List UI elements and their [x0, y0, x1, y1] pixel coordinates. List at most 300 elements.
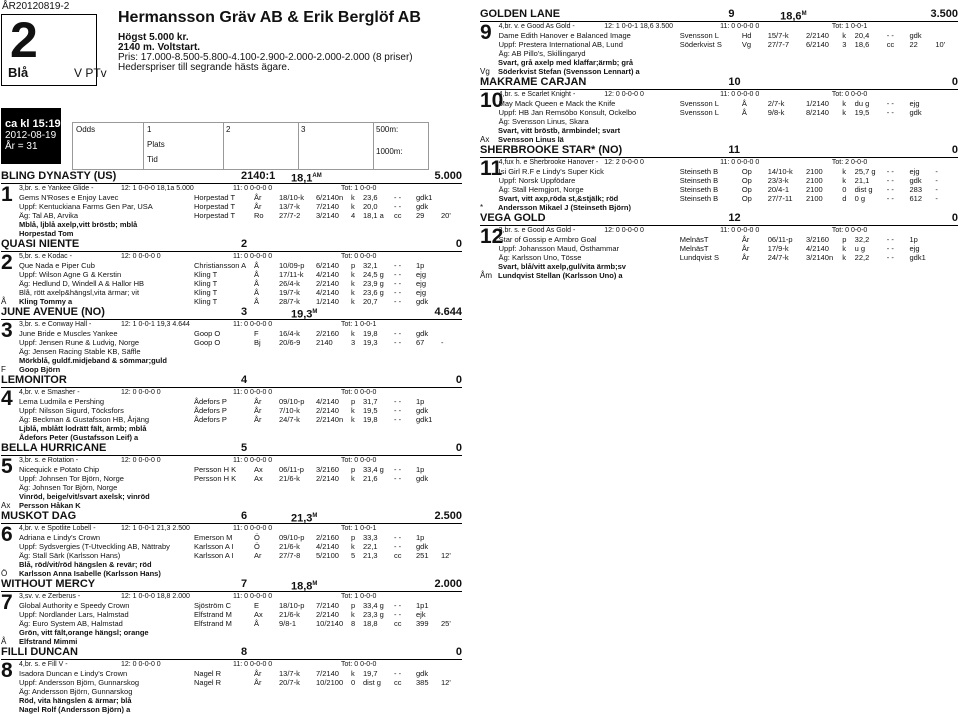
start-field-8: 1p	[416, 261, 425, 270]
start-field-2: F	[254, 329, 259, 338]
start-field-4: 2140	[316, 338, 333, 347]
start-field-4: 10/2100	[316, 678, 344, 687]
start-field-7: - -	[886, 31, 894, 40]
start-field-5: 4	[351, 211, 356, 220]
start-field-2: År	[254, 415, 262, 424]
start-field-5: k	[351, 193, 355, 202]
start-field-6: 23,3 g	[363, 610, 384, 619]
col-3-label: 3	[301, 125, 306, 134]
stat-2: 11: 0 0-0-0 0	[233, 593, 273, 600]
start-field-0: Äg: AB Pillo's, Skillingaryd	[498, 49, 586, 58]
stat-2: 11: 0 0-0-0 0	[233, 185, 273, 192]
start-field-6: 33,4 g	[363, 601, 384, 610]
start-time-box	[1, 108, 61, 164]
start-field-1: Horpestad T	[194, 202, 236, 211]
start-field-0: Uppf: Nordlander Lars, Halmstad	[19, 610, 129, 619]
horse-prize: 0	[455, 374, 462, 386]
start-field-0: Äg: Beckman & Gustafsson HB, Årjäng	[19, 415, 150, 424]
start-field-5: k	[351, 202, 355, 211]
start-field-7: - -	[394, 329, 402, 338]
start-field-4: 10/2140	[316, 619, 344, 628]
start-field-4: 2/2140	[316, 474, 339, 483]
start-field-7: - -	[394, 261, 402, 270]
start-field-1: Karlsson A I	[194, 551, 234, 560]
start-row	[480, 235, 958, 244]
start-field-6: 19,5	[363, 406, 378, 415]
start-row	[1, 193, 462, 202]
track-code: Ax	[1, 501, 11, 510]
driver: Elfstrand Mimmi	[19, 637, 78, 646]
horse-name: MAKRAME CARJAN	[480, 76, 587, 88]
start-field-0: Que Nada e Piper Cub	[19, 261, 95, 270]
start-field-3: 10/09-p	[279, 261, 305, 270]
start-field-6: 23,6	[363, 193, 378, 202]
horse-block	[1, 170, 462, 238]
start-field-2: År	[741, 235, 750, 244]
start-field-4: 2/2160	[316, 329, 339, 338]
horse-prize: 2.000	[434, 578, 462, 590]
start-field-3: 28/7-k	[279, 297, 300, 306]
start-field-2: Å	[741, 99, 747, 108]
start-field-3: 24/7-k	[767, 253, 789, 262]
start-field-0: Äg: Stall Särk (Karlsson Hans)	[19, 551, 121, 560]
start-row	[1, 397, 462, 406]
stat-0: 3,br. s. e Rotation -	[19, 457, 79, 464]
start-field-3: 24/7-k	[279, 415, 300, 424]
start-field-7: - -	[394, 601, 402, 610]
start-field-9: 25'	[441, 619, 451, 628]
horse-number: 1	[1, 183, 13, 206]
start-field-3: 27/7-2	[279, 211, 301, 220]
start-field-4: 1/2140	[806, 99, 829, 108]
start-field-0: Uppf: Prestera International AB, Lund	[498, 40, 623, 49]
horse-header	[1, 306, 462, 320]
race-line-1: Högst 5.000 kr.	[118, 32, 189, 43]
stat-2: 11: 0 0-0-0 0	[720, 159, 760, 166]
odds-label: Odds	[76, 125, 96, 134]
start-field-2: Ax	[254, 474, 263, 483]
post-position: 7	[241, 578, 248, 590]
horse-number: 3	[1, 319, 13, 342]
stat-3: Tot: 0 0-0-0	[341, 661, 377, 668]
start-field-5: p	[351, 533, 356, 542]
start-row	[1, 347, 462, 356]
start-field-2: År	[254, 678, 262, 687]
stat-3: Tot: 1 0-0-0	[341, 185, 377, 192]
stat-3: Tot: 1 0-0-1	[831, 23, 868, 30]
start-field-4: 4/2140	[316, 397, 339, 406]
start-field-8: gdk	[909, 108, 922, 117]
horse-block	[480, 76, 958, 144]
horse-name: LEMONITOR	[1, 374, 67, 386]
start-field-5: k	[351, 288, 355, 297]
start-row	[1, 610, 462, 619]
driver: Söderkvist Stefan (Svensson Lennart) a	[498, 67, 640, 76]
start-row	[1, 601, 462, 610]
start-field-3: 14/10-k	[767, 167, 793, 176]
start-field-7: - -	[394, 542, 402, 551]
start-field-5: k	[842, 167, 846, 176]
start-field-8: gdk	[909, 31, 922, 40]
start-field-6: 19,8	[363, 329, 378, 338]
start-field-7: - -	[886, 185, 894, 194]
start-row	[1, 533, 462, 542]
start-field-5: p	[351, 465, 356, 474]
start-field-9: -	[935, 176, 938, 185]
start-field-2: Hd	[741, 31, 752, 40]
start-field-4: 5/2100	[316, 551, 339, 560]
start-field-3: 19/7-k	[279, 288, 300, 297]
horse-number: 7	[1, 591, 13, 614]
start-field-0: Äg: Euro System AB, Halmstad	[19, 619, 123, 628]
start-field-0: Äg: Andersson Björn, Gunnarskog	[19, 687, 133, 696]
driver: Goop Björn	[19, 365, 61, 374]
track-code: Å	[1, 637, 7, 646]
start-field-5: k	[351, 279, 355, 288]
race-line-3: Pris: 17.000-8.500-5.800-4.100-2.900-2.000-2.000-2.000 (8 priser)	[118, 52, 413, 63]
start-field-4: 6/2140	[316, 261, 339, 270]
start-field-6: 0 g	[854, 194, 866, 203]
start-field-0: Svart, vitt axp,röda st,&stjälk; röd	[498, 194, 619, 203]
stat-1: 12: 0 0-0-0 0	[121, 389, 161, 396]
odds-grid	[72, 122, 429, 170]
start-field-8: 29	[416, 211, 425, 220]
right-column	[480, 8, 958, 280]
start-field-3: 20/7-k	[279, 678, 300, 687]
record-suffix: M	[312, 309, 318, 315]
start-field-6: 18,6	[854, 40, 870, 49]
start-field-1: Söderkvist S	[679, 40, 722, 49]
horse-number: 12	[480, 225, 504, 248]
start-field-3: 13/7-k	[279, 669, 300, 678]
start-field-9: 20'	[441, 211, 451, 220]
stat-3: Tot: 0 0-0-0	[831, 227, 868, 234]
start-field-5: d	[842, 194, 847, 203]
start-field-7: - -	[394, 415, 402, 424]
start-field-2: År	[254, 397, 262, 406]
stat-1: 12: 2 0-0-0 0	[604, 159, 644, 166]
start-field-8: 1p	[909, 235, 918, 244]
start-field-1: Emerson M	[194, 533, 233, 542]
start-field-0: Äg: Stall Hemgjort, Norge	[498, 185, 584, 194]
start-field-7: - -	[886, 244, 894, 253]
start-field-2: Ax	[254, 465, 263, 474]
stat-1: 12: 1 0-0-0 18,1a 5.000	[121, 185, 194, 192]
stat-3: Tot: 0 0-0-0	[341, 457, 377, 464]
start-field-3: 06/11-p	[279, 465, 304, 474]
start-field-7: - -	[394, 297, 402, 306]
start-row	[480, 117, 958, 126]
start-field-0: Lema Ludmila e Pershing	[19, 397, 105, 406]
stat-2: 11: 0 0-0-0 0	[233, 525, 273, 532]
start-field-3: 17/9-k	[767, 244, 789, 253]
stat-0: 4,br. v. e Spotlite Lobell -	[19, 525, 96, 532]
stat-3: Tot: 1 0-0-1	[341, 321, 377, 328]
horse-number: 9	[480, 21, 492, 44]
start-field-4: 4/2140	[806, 244, 829, 253]
horse-header	[1, 442, 462, 456]
track-code: Åm	[480, 271, 492, 280]
start-field-7: cc	[886, 40, 895, 49]
start-field-0: Äg: Jensen Racing Stable KB, Säffle	[19, 347, 141, 356]
horse-prize: 2.500	[434, 510, 462, 522]
race-id: ÅR20120819-2	[2, 1, 70, 12]
start-field-7: - -	[394, 474, 402, 483]
start-row	[480, 194, 958, 203]
track-code: F	[1, 365, 6, 374]
start-field-0: Uppf: Andersson Björn, Gunnarskog	[19, 678, 140, 687]
start-field-0: Blå, rött axelp&hängsl,vita ärmar; vit	[19, 288, 140, 297]
horse-header	[480, 144, 958, 158]
track-code: Ax	[480, 135, 490, 144]
start-field-5: k	[351, 669, 355, 678]
start-field-4: 2/2140n	[316, 415, 344, 424]
start-field-1: Steinseth B	[679, 176, 719, 185]
start-row	[1, 619, 462, 628]
horse-header	[1, 646, 462, 660]
start-field-5: p	[842, 235, 847, 244]
start-field-1: Sjöström C	[194, 601, 232, 610]
col-1-label: 1	[147, 125, 152, 134]
start-field-1: Elfstrand M	[194, 619, 232, 628]
post-position: 4	[241, 374, 248, 386]
start-field-9: 12'	[441, 551, 451, 560]
start-field-6: 19,3	[363, 338, 378, 347]
start-field-5: k	[842, 253, 846, 262]
start-field-1: Kling T	[194, 270, 218, 279]
start-field-5: 3	[351, 338, 356, 347]
start-field-2: Ö	[254, 533, 260, 542]
start-field-6: 21,6	[363, 474, 378, 483]
start-field-6: 20,4	[854, 31, 870, 40]
start-field-7: - -	[394, 406, 402, 415]
horse-name: BLING DYNASTY (US)	[1, 170, 117, 182]
start-row	[1, 678, 462, 687]
start-field-0: May Mack Queen e Mack the Knife	[498, 99, 616, 108]
start-field-6: 18,1 a	[363, 211, 384, 220]
start-row	[1, 474, 462, 483]
start-field-8: 1p	[416, 533, 425, 542]
record-suffix: M	[312, 513, 318, 519]
start-field-1: Goop O	[194, 329, 221, 338]
start-field-6: 32,2	[854, 235, 870, 244]
start-field-5: k	[842, 244, 846, 253]
start-field-7: - -	[394, 193, 402, 202]
horse-prize: 0	[951, 212, 958, 224]
stat-1: 12: 0 0-0-0 0	[121, 253, 161, 260]
start-field-6: 33,4 g	[363, 465, 384, 474]
stat-0: 3,br. s. e Yankee Glide -	[19, 185, 94, 192]
start-field-2: Å	[254, 261, 260, 270]
start-field-7: - -	[394, 610, 402, 619]
horse-number: 2	[1, 251, 13, 274]
horse-block	[1, 306, 462, 374]
start-field-2: Å	[741, 108, 747, 117]
start-field-0: Uppf: HB Jan Remsöbo Konsult, Ockelbo	[498, 108, 637, 117]
track-code: Vg	[480, 67, 490, 76]
post-position: 5	[241, 442, 248, 454]
start-field-0: Uppf: Norsk Uppfödare	[498, 176, 576, 185]
horse-block	[1, 646, 462, 714]
start-field-5: 0	[351, 678, 356, 687]
driver: Horpestad Tom	[19, 229, 74, 238]
start-field-0: Äg: Tal AB, Arvika	[19, 211, 79, 220]
start-field-6: 19,7	[363, 669, 378, 678]
start-field-9: -	[935, 194, 938, 203]
colours: Vinröd, beige/vit/svart axelsk; vinröd	[19, 492, 150, 501]
start-field-1: Svensson L	[679, 99, 719, 108]
start-field-6: 20,0	[363, 202, 378, 211]
start-time: ca kl 15:19	[5, 118, 61, 130]
start-field-2: År	[254, 202, 262, 211]
stat-3: Tot: 0 0-0-0	[341, 389, 377, 396]
start-field-0: Uppf: Wilson Agne G & Kerstin	[19, 270, 122, 279]
start-field-6: 21,3	[363, 551, 378, 560]
colours: Svart, blå/vitt axelp,gul/vita ärmb;sv	[498, 262, 626, 271]
stat-3: Tot: 1 0-0-1	[341, 525, 377, 532]
start-field-8: gdk	[909, 176, 922, 185]
start-field-6: 33,3	[363, 533, 378, 542]
stat-3: Tot: 0 0-0-0	[341, 253, 377, 260]
start-row	[480, 99, 958, 108]
stat-1: 12: 1 0-0-1 19,3 4.644	[121, 321, 190, 328]
start-row	[480, 40, 958, 49]
horse-stats	[480, 158, 958, 167]
start-row	[1, 211, 462, 220]
post-position: 2140:1	[241, 170, 276, 182]
driver: Karlsson Anna Isabelle (Karlsson Hans)	[19, 569, 161, 578]
start-field-0: Äg: Karlsson Uno, Tösse	[498, 253, 582, 262]
start-field-5: k	[351, 329, 355, 338]
start-field-4: 3/2160	[806, 235, 829, 244]
start-field-0: Adriana e Lindy's Crown	[19, 533, 101, 542]
start-field-6: 19,5	[854, 108, 870, 117]
start-field-8: gdk1	[909, 253, 926, 262]
start-field-6: u g	[854, 244, 866, 253]
start-field-1: Kling T	[194, 288, 218, 297]
start-row	[1, 338, 462, 347]
start-row	[1, 551, 462, 560]
start-field-6: 31,7	[363, 397, 378, 406]
horse-header	[1, 510, 462, 524]
stat-0: 4,br. s. e Fill V -	[19, 661, 68, 668]
start-field-5: p	[351, 601, 356, 610]
record-suffix: AM	[312, 173, 322, 179]
start-field-7: cc	[394, 678, 402, 687]
start-field-5: k	[351, 542, 355, 551]
start-field-0: Uppf: Jensen Rune & Ludvig, Norge	[19, 338, 140, 347]
start-field-3: 26/4-k	[279, 279, 300, 288]
start-field-7: - -	[394, 533, 402, 542]
colours: Mörkblå, guldf.midjeband & sömmar;guld	[19, 356, 167, 365]
start-field-1: Steinseth B	[679, 194, 719, 203]
start-field-4: 8/2140	[806, 108, 829, 117]
start-field-3: 17/11-k	[279, 270, 304, 279]
start-field-3: 15/7-k	[767, 31, 789, 40]
driver: Persson Håkan K	[19, 501, 81, 510]
horse-stats	[1, 184, 462, 193]
horse-stats	[480, 22, 958, 31]
stat-0: 4,br. v. e Smasher -	[19, 389, 80, 396]
start-field-3: 27/7-11	[767, 194, 793, 203]
start-field-7: cc	[394, 619, 402, 628]
stat-2: 11: 0 0-0-0 0	[720, 91, 760, 98]
start-field-7: - -	[886, 99, 894, 108]
start-field-6: 25,7 g	[854, 167, 876, 176]
horse-stats	[480, 226, 958, 235]
start-field-4: 7/2140	[316, 202, 339, 211]
horse-header	[480, 76, 958, 90]
horse-block	[1, 374, 462, 442]
stat-1: 12: 0 0-0-0 0	[604, 227, 644, 234]
start-field-1: Nagel R	[194, 678, 222, 687]
stat-2: 11: 0 0-0-0 0	[233, 321, 273, 328]
start-row	[480, 108, 958, 117]
start-field-2: År	[254, 406, 262, 415]
start-field-5: k	[351, 474, 355, 483]
stat-2: 11: 0 0-0-0 0	[233, 457, 273, 464]
start-field-8: gdk	[416, 474, 429, 483]
stat-1: 12: 1 0-0-1 18,6 3.500	[604, 23, 674, 30]
horse-name: BELLA HURRICANE	[1, 442, 107, 454]
start-field-3: 16/4-k	[279, 329, 300, 338]
start-field-4: 2/2160	[316, 533, 339, 542]
start-field-5: k	[842, 31, 846, 40]
start-field-9: 12'	[441, 678, 451, 687]
start-field-4: 2100	[806, 185, 823, 194]
start-field-7: - -	[394, 270, 402, 279]
start-field-7: cc	[394, 551, 402, 560]
start-row	[1, 261, 462, 270]
post-position: 3	[241, 306, 248, 318]
start-field-8: gdk	[416, 542, 429, 551]
horse-prize: 5.000	[434, 170, 462, 182]
start-field-7: - -	[394, 279, 402, 288]
start-field-1: Steinseth B	[679, 167, 719, 176]
start-field-4: 7/2140	[316, 601, 339, 610]
start-row	[1, 542, 462, 551]
start-field-2: Å	[254, 270, 260, 279]
start-field-8: 1p1	[416, 601, 429, 610]
start-row	[480, 167, 958, 176]
start-row	[1, 270, 462, 279]
start-field-6: 19,8	[363, 415, 378, 424]
horse-header	[1, 374, 462, 388]
start-field-1: Karlsson A I	[194, 542, 234, 551]
start-field-3: 23/3-k	[767, 176, 789, 185]
start-field-0: Global Authority e Speedy Crown	[19, 601, 130, 610]
start-field-7: - -	[886, 253, 894, 262]
start-field-1: Svensson L	[679, 108, 719, 117]
start-field-8: 1p	[416, 465, 425, 474]
start-field-4: 4/2140	[316, 288, 339, 297]
start-field-8: gdk	[416, 329, 429, 338]
colours: Röd, vita hängslen & ärmar; blå	[19, 696, 132, 705]
stat-2: 11: 0 0-0-0 0	[233, 661, 273, 668]
start-field-1: Goop O	[194, 338, 221, 347]
horse-header	[1, 238, 462, 252]
post-position: 8	[241, 646, 248, 658]
stat-1: 12: 1 0-0-0 18,8 2.000	[121, 593, 190, 600]
start-field-1: Steinseth B	[679, 185, 719, 194]
start-field-8: gdk1	[416, 415, 433, 424]
plats-label: Plats	[147, 140, 165, 149]
stat-1: 12: 0 0-0-0 0	[121, 457, 161, 464]
start-field-5: 3	[842, 40, 847, 49]
start-field-0: Kling Tommy a	[19, 297, 73, 306]
start-field-4: 2100	[806, 176, 823, 185]
start-field-1: Horpestad T	[194, 193, 236, 202]
